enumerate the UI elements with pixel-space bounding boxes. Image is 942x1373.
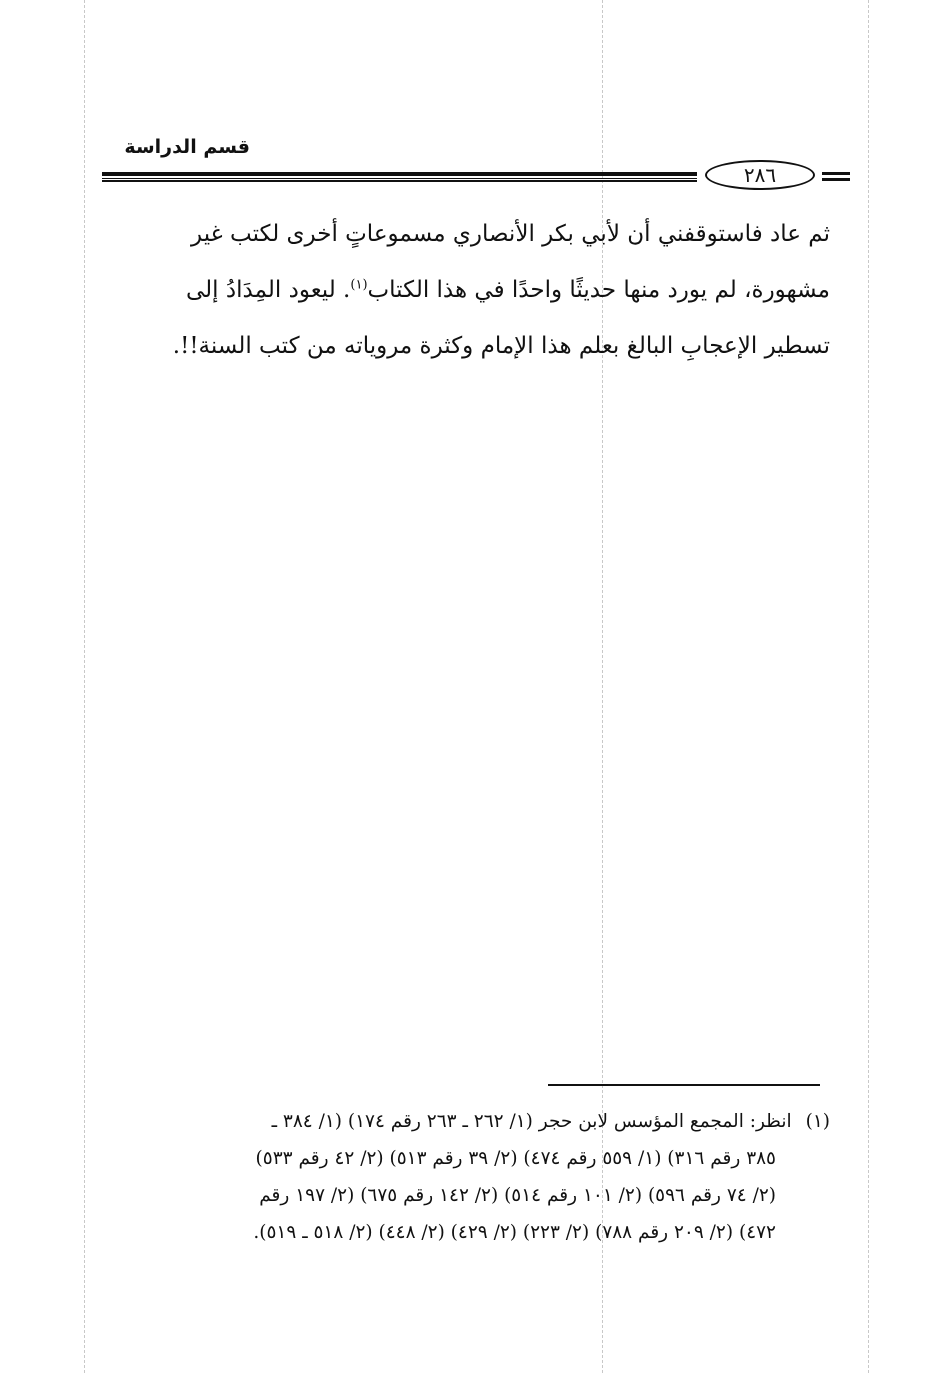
page-header [100,132,840,192]
section-title: قسم الدراسة [124,136,250,158]
right-margin-guide [868,0,869,1373]
header-rule-long [102,172,697,182]
left-margin-guide [84,0,85,1373]
footnote-line-1-text: انظر: المجمع المؤسس لابن حجر (١/ ٢٦٢ ـ ٢٦٣ رقم ١٧٤) (١/ ٣٨٤ ـ [271,1111,792,1132]
footnote-marker: (١) [805,1111,830,1132]
footnote-reference[interactable]: (١) [350,277,368,293]
paragraph-line-2 [100,262,830,318]
paragraph-line-1: ثم عاد فاستوقفني أن لأبي بكر الأنصاري مسموعاتٍ أخرى لكتب غير [191,221,830,247]
footnote-line-1 [100,1103,830,1140]
paragraph-line-2-start: مشهورة، لم يورد منها حديثًا واحدًا في هذا الكتاب [367,277,830,303]
footnote-line-4: ٤٧٢) (٢/ ٢٠٩ رقم ٧٨٨) (٢/ ٢٢٣) (٢/ ٤٢٩) (٢/ ٤٤٨) (٢/ ٥١٨ ـ ٥١٩). [253,1222,776,1243]
page-number: ٢٨٦ [705,160,815,190]
footnote-line-2: ٣٨٥ رقم ٣١٦) (١/ ٥٥٩ رقم ٤٧٤) (٢/ ٣٩ رقم ٥١٣) (٢/ ٤٢ رقم ٥٣٣) [255,1148,776,1169]
footnote-separator [548,1084,820,1086]
header-rule-short [822,172,850,181]
paragraph-line-3: تسطير الإعجابِ البالغ بعلم هذا الإمام وكثرة مروياته من كتب السنة!!. [172,333,830,359]
paragraph-line-2-end: . ليعود المِدَادُ إلى [185,277,351,303]
main-paragraph [100,206,830,374]
footnote-block [100,1103,830,1251]
footnote-line-3: (٢/ ٧٤ رقم ٥٩٦) (٢/ ١٠١ رقم ٥١٤) (٢/ ١٤٢ رقم ٦٧٥) (٢/ ١٩٧ رقم [259,1185,776,1206]
